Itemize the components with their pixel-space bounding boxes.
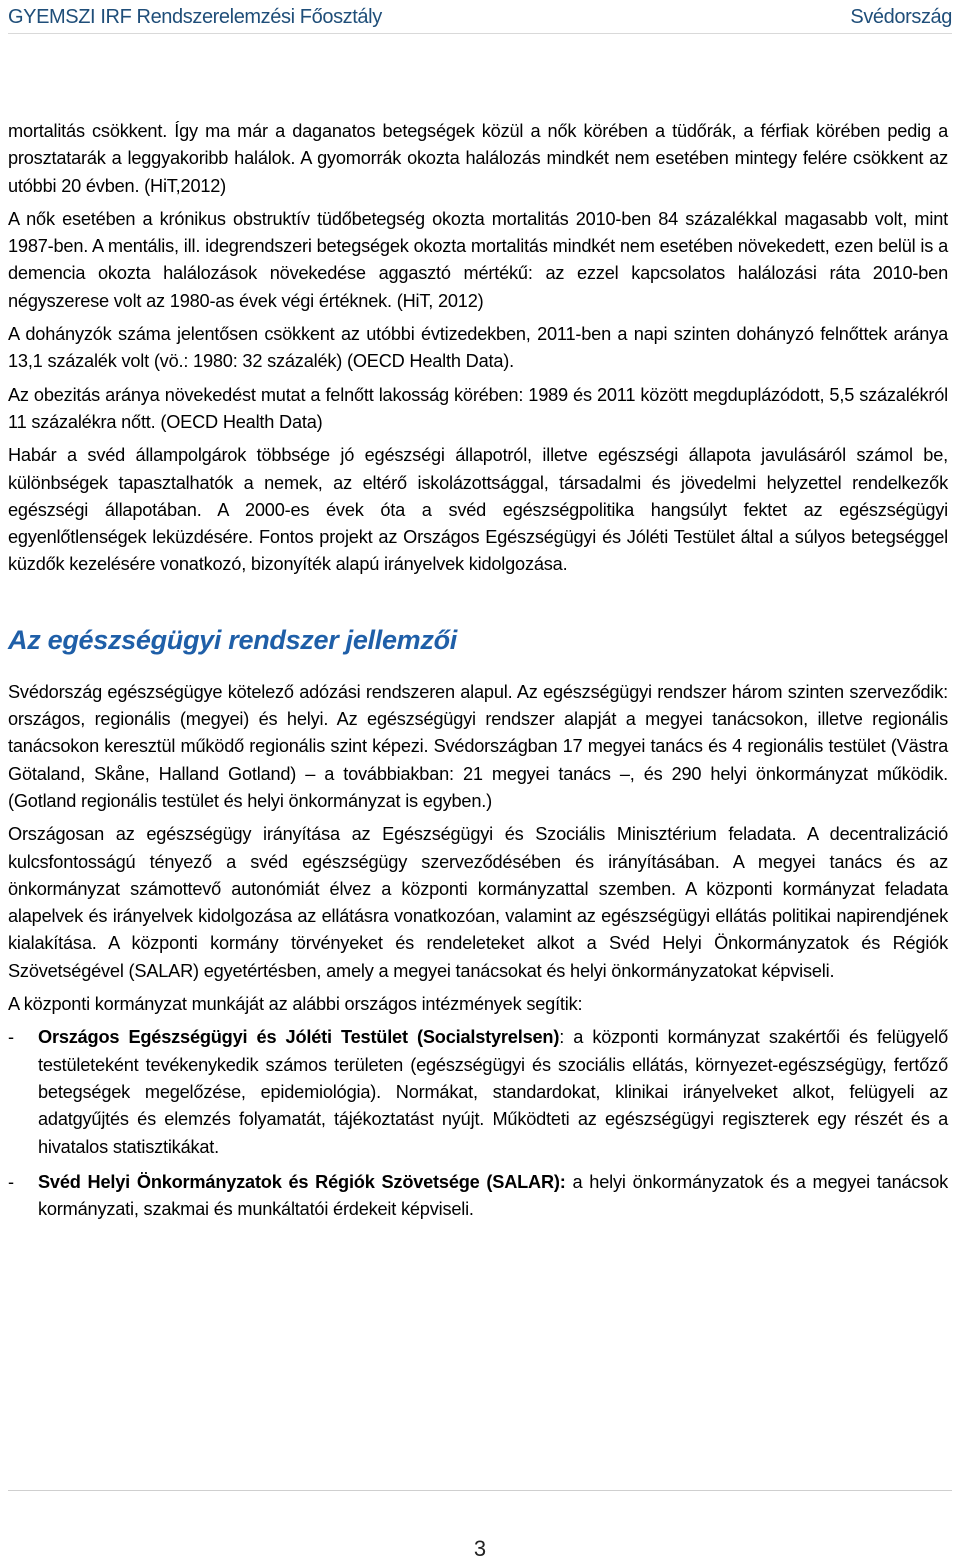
- page-header: [8, 0, 952, 34]
- list-item-title: Svéd Helyi Önkormányzatok és Régiók Szövetsége (SALAR):: [38, 1171, 566, 1192]
- paragraph-obesity: Az obezitás aránya növekedést mutat a felnőtt lakosság körében: 1989 és 2011 között megduplázódott, 5,5 százalékról 11 százalékra nőtt. (OECD Health Data): [8, 384, 948, 432]
- document-body: [8, 118, 948, 1231]
- list-item: [8, 1024, 948, 1160]
- section-heading: Az egészségügyi rendszer jellemzői: [8, 624, 457, 655]
- paragraph-smoking: A dohányzók száma jelentősen csökkent az utóbbi évtizedekben, 2011-ben a napi szinten dohányzó felnőttek aránya 13,1 százalék volt (vö.: 1980: 32 százalék) (OECD Health Data).: [8, 324, 948, 372]
- paragraph-governance: Országosan az egészségügy irányítása az Egészségügyi és Szociális Minisztérium feladata. A decentralizáció kulcsfontosságú tényező a svéd egészségügy szerveződésében és irányításában. A megyei tanács és az önkormányzat számottevő autonómiát élvez a központi kormányzattal szemben. A központi kormányzat feladata alapelvek és irányelvek kidolgozása az ellátásra vonatkozóan, valamint az egészségügyi ellátás politikai napirendjének kialakítása. A központi kormány törvényeket és rendeleteket alkot a Svéd Helyi Önkormányzatok és Régiók Szövetségével (SALAR) egyetértésben, amely a megyei tanácsokat és helyi önkormányzatokat képviseli.: [8, 824, 948, 981]
- list-item-body: [38, 1024, 948, 1160]
- paragraph-inequality: Habár a svéd állampolgárok többsége jó egészségi állapotról, illetve egészségi állapota javulásáról számol be, különbségek tapasztalhatók a nemek, az eltérő iskolázottsággal, társadalmi és jövedelmi helyzettel rendelkezők egészségi állapotában. A 2000-es évek óta a svéd egészségpolitika hangsúlyt fektet az egészségügyi egyenlőtlenségek leküzdésére. Fontos projekt az Országos Egészségügyi és Jóléti Testület által a súlyos betegséggel küzdők kezelésére vonatkozó, bizonyíték alapú irányelvek kidolgozása.: [8, 445, 948, 575]
- paragraph-system-levels: Svédország egészségügye kötelező adózási rendszeren alapul. Az egészségügyi rendszer három szinten szerveződik: országos, regionális (megyei) és helyi. Az egészségügyi rendszer alapját a megyei tanácsokon, illetve regionális tanácsokon keresztül működő regionális szint képezi. Svédországban 17 megyei tanács és 4 regionális testület (Västra Götaland, Skåne, Halland Gotland) – a továbbiakban: 21 megyei tanács –, és 290 helyi önkormányzat működik. (Gotland regionális testület és helyi önkormányzat is egyben.): [8, 681, 948, 811]
- list-item-title: Országos Egészségügyi és Jóléti Testület (Socialstyrelsen): [38, 1027, 560, 1048]
- header-divider: [8, 33, 952, 34]
- footer-divider: [8, 1490, 952, 1491]
- list-bullet: -: [8, 1171, 14, 1192]
- paragraph-mortality: mortalitás csökkent. Így ma már a daganatos betegségek közül a nők körében a tüdőrák, a férfiak körében pedig a prosztatarák a leggyakoribb halálok. A gyomorrák okozta halálozás mindkét nem esetében mintegy felére csökkent az utóbbi 20 évben. (HiT,2012): [8, 121, 948, 196]
- page-number: 3: [473, 1536, 487, 1561]
- list-item-text: a helyi önkormányzatok és a megyei tanácsok kormányzati, szakmai és munkáltatói érdekeit képviseli.: [38, 1171, 949, 1220]
- list-item: [8, 1169, 948, 1224]
- header-organization: GYEMSZI IRF Rendszerelemzési Főosztály: [8, 5, 382, 28]
- list-bullet: -: [8, 1027, 14, 1048]
- paragraph-institutions-intro: A központi kormányzat munkáját az alábbi országos intézmények segítik:: [8, 994, 583, 1015]
- list-item-body: [38, 1169, 948, 1224]
- header-country: Svédország: [850, 5, 952, 28]
- paragraph-copd: A nők esetében a krónikus obstruktív tüdőbetegség okozta mortalitás 2010-ben 84 százalékkal magasabb volt, mint 1987-ben. A mentális, ill. idegrendszeri betegségek okozta mortalitás mindkét nem esetében növekedett, ezen belül is a demencia okozta halálozások növekedése aggasztó mértékű: az ezzel kapcsolatos halálozási ráta 2010-ben négyszerese volt az 1980-as évek végi értéknek. (HiT, 2012): [8, 208, 948, 311]
- list-item-text: : a központi kormányzat szakértői és felügyelő testületeként tevékenykedik számos területen (egészségügyi és szociális ellátás, környezet-egészségügy, fertőző betegségek megelőzése, epidemiológia). Normákat, standardokat, klinikai irányelveket alkot, felügyeli az adatgyűjtés és elemzés folyamatát, tájékoztatást nyújt. Működteti az egészségügyi regiszterek egy részét és a hivatalos statisztikákat.: [38, 1027, 948, 1157]
